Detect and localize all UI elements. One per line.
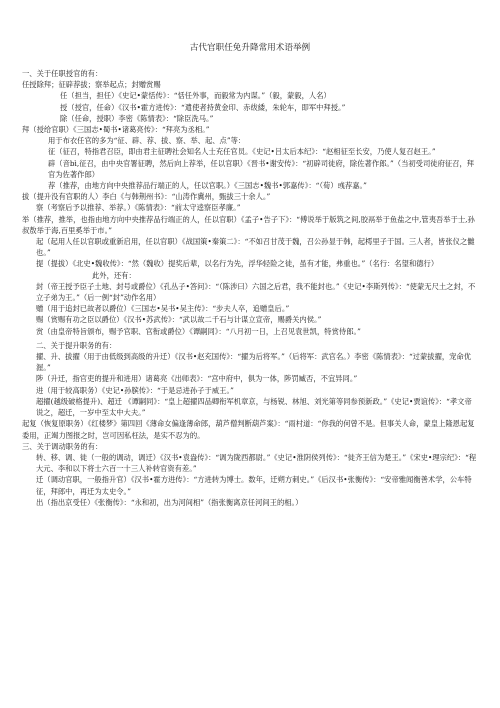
term-zhuan: 转、移、调、徙（一般的调动，调迁）《汉书•袁盎传》：“调为陇西都尉。”《史记•淮阴侯列传》：“徙齐王信为楚王。”《宋史•理宗纪》：“程大元、李和以下将士六百一十三人补转官资有差。” bbox=[36, 452, 477, 474]
term-zheng: 征（征召，特指君召臣，即由君主征聘社会知名人士充任官员。《史记•吕太后本纪》：“赵相征至长安，乃使人复召赵王。” bbox=[48, 147, 436, 157]
term-qi: 起（起用人任以官职或重新启用，任以官职）《战国策•秦策二》：“不如召甘茂于魏，召公孙显于韩，起樗里子于国。三人者，皆张仪之雠也。” bbox=[36, 237, 475, 258]
section-heading-1: 一、关于任职授官的有： bbox=[22, 69, 103, 78]
section-heading-3: 三、关于调动职务的有： bbox=[22, 441, 103, 451]
term-ren: 任（担当，担任）《史记•蒙恬传》：“恬任外事，而毅常为内谋。”（毅，蒙毅，人名） bbox=[60, 91, 331, 101]
term-qifu: 起复（恢复原职务）《红楼梦》第四回《薄命女偏逢薄命郎，葫芦僧判断葫芦案》：“雨村道：“你我的何曾不是。但事关人命，蒙皇上隆恩起复委用，正竭力图报之时，岂可因私枉法，是实不忍为的。 bbox=[22, 419, 475, 440]
term-ju: 举（推荐，推举，也指由地方向中央推荐品行端正的人，任以官职）《孟子•告子下》：“傅说举于版筑之间,胶鬲举于鱼盐之中,管夷吾举于士,孙叔敖举于海,百里奚举于市。” bbox=[22, 214, 475, 235]
term-jin: 进（用于较高职务）《史记•孙膑传》：“于是忌进孙子于威王。” bbox=[36, 385, 234, 395]
note-ciwai: 此外，还有： bbox=[92, 270, 136, 280]
term-zhi: 陟（升迁，指官吏的提升和进用）诸葛亮《出师表》：“宫中府中，俱为一体，陟罚臧否，不宜异同。” bbox=[36, 374, 358, 384]
term-shou: 授（授官，任命）《汉书•霍方进传》：“遣使者持黄金印、赤绂緌，朱轮车，即军中拜授。” bbox=[60, 102, 346, 112]
term-chu: 除（任命，授职）李密《陈情表》：“除臣洗马。” bbox=[60, 113, 214, 123]
document-title: 古代官职任免升降常用术语举例 bbox=[189, 43, 311, 53]
term-ba: 拔（提升没有官职的人）李白《与韩荆州书》：“山涛作冀州，甄拔三十余人。” bbox=[22, 192, 271, 202]
summary-line: 任授除拜；征辟荐拔；察举起点；封赠赏赐 bbox=[22, 80, 161, 90]
note-buyi: 用于布衣任官的多为“征、辟、荐、拔、察、举、起、点”等： bbox=[48, 136, 246, 146]
term-jian: 荐（推荐，由地方向中央推荐品行端正的人，任以官职。）《三国志•魏书•郭嘉传》：“（荀）彧荐嘉。” bbox=[48, 181, 367, 191]
term-qian: 迁（调动官职，一般指升官）《汉书•霍方进传》：“方进转为博士。数年，迁朔方刺史。”《后汉书•张衡传》：“安帝雅闻衡善术学，公车特征，拜郎中，再迁为太史令。” bbox=[36, 475, 472, 496]
term-bi: 辟（音bì,征召，由中央官署征聘，然后向上荐举，任以官职）《晋书•谢安传》：“初辟司徒府，除佐著作郎。”（当初受司徒府征召，拜官为佐著作郎） bbox=[48, 158, 475, 179]
term-chaozhuo: 超擢(越级破格提升)、超迁 《谭嗣同》：“皇上超擢四品卿衔军机章京，与杨锐、林旭、刘光第等同参预新政。”《史记•贾谊传》：“孝文帝说之，超迁，一岁中至太中大夫。” bbox=[36, 396, 472, 418]
term-ti: 提（提拔）《北史•魏收传》：“然（魏收）提奖后辈，以名行为先，浮华轻险之徒，虽有才能，弗重也。”（名行：名望和德行） bbox=[36, 259, 439, 269]
term-shang: 赏（由皇帝特旨颁布，赐予官职、官衔或爵位）《谭嗣同》：“八月初一日，上召见袁世凯，特赏侍郎。” bbox=[36, 326, 361, 336]
term-cha: 察（考察后予以推荐、举荐。）《陈情表》：“前太守逵察臣孝廉。” bbox=[36, 203, 241, 213]
term-bai: 拜（授给官职）《三国志•蜀书•诸葛亮传》：“拜亮为丞相。” bbox=[22, 125, 210, 135]
term-feng: 封（帝王授予臣子土地、封号或爵位）《孔丛子•答问》：“（陈涉曰）六国之后君，我不能封也。”《史记•李斯列传》：“使蒙无尺土之封，不立子弟为王。”（后一例“封”动作名用） bbox=[36, 281, 476, 303]
term-chu-out: 出（指出京受任）《张衡传》：“永和初，出为河间相”（指张衡离京任河间王的相。） bbox=[36, 497, 303, 507]
term-ci: 赐（赏赐有功之臣以爵位）《汉书•苏武传》：“武以故二千石与计谋立宣帝，赐爵关内侯。” bbox=[36, 315, 322, 325]
section-heading-2: 二、关于提升职务的有： bbox=[36, 340, 117, 350]
term-zhuo: 擢、升、拔擢（用于由低级到高级的升迁）《汉书•赵充国传》：“擢为后将军。”（后将军：武官名。）李密《陈情表》：“过蒙拔擢，宠命优渥。” bbox=[36, 352, 472, 373]
term-zeng: 赠（用于追封已故者以爵位）《三国志•吴书•吴主传》：“步夫人卒，追赠皇后。” bbox=[36, 304, 290, 314]
